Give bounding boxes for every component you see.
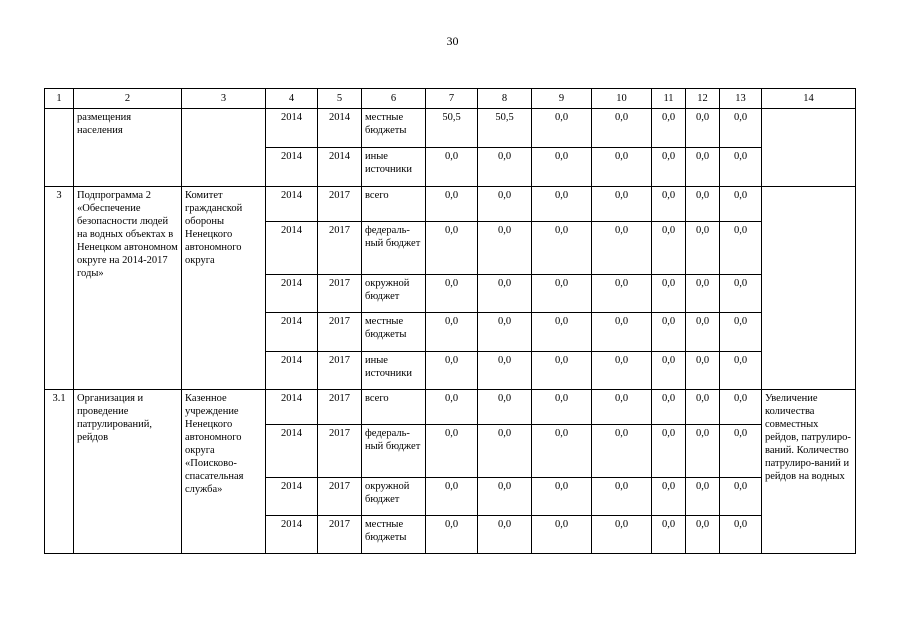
column-header: 7 xyxy=(426,89,478,109)
funding-value: 0,0 xyxy=(592,390,652,425)
funding-value: 0,0 xyxy=(720,478,762,516)
column-header: 2 xyxy=(74,89,182,109)
start-year: 2014 xyxy=(266,352,318,390)
column-header: 11 xyxy=(652,89,686,109)
funding-source: окружной бюджет xyxy=(362,478,426,516)
funding-value: 0,0 xyxy=(532,390,592,425)
funding-value: 0,0 xyxy=(686,187,720,222)
column-header: 13 xyxy=(720,89,762,109)
funding-value: 0,0 xyxy=(426,148,478,187)
funding-value: 0,0 xyxy=(426,516,478,554)
funding-value: 0,0 xyxy=(720,516,762,554)
funding-value: 0,0 xyxy=(720,275,762,313)
funding-value: 0,0 xyxy=(592,148,652,187)
funding-value: 0,0 xyxy=(652,109,686,148)
funding-value: 0,0 xyxy=(478,478,532,516)
item-executor xyxy=(182,109,266,187)
funding-value: 0,0 xyxy=(478,313,532,352)
funding-value: 0,0 xyxy=(652,275,686,313)
funding-value: 0,0 xyxy=(426,390,478,425)
item-index xyxy=(45,109,74,187)
funding-value: 0,0 xyxy=(592,187,652,222)
page-number: 30 xyxy=(446,34,459,48)
item-name: Организация и проведение патрулирований, рейдов xyxy=(74,390,182,554)
funding-value: 0,0 xyxy=(592,109,652,148)
funding-value: 0,0 xyxy=(532,275,592,313)
funding-value: 0,0 xyxy=(652,425,686,478)
column-header: 8 xyxy=(478,89,532,109)
end-year: 2017 xyxy=(318,425,362,478)
start-year: 2014 xyxy=(266,275,318,313)
funding-value: 0,0 xyxy=(652,222,686,275)
funding-value: 0,0 xyxy=(652,313,686,352)
funding-value: 0,0 xyxy=(532,425,592,478)
funding-value: 0,0 xyxy=(478,148,532,187)
funding-value: 0,0 xyxy=(720,390,762,425)
funding-source: окружной бюджет xyxy=(362,275,426,313)
funding-value: 0,0 xyxy=(720,425,762,478)
funding-value: 0,0 xyxy=(720,148,762,187)
column-header: 9 xyxy=(532,89,592,109)
funding-value: 0,0 xyxy=(478,275,532,313)
end-year: 2017 xyxy=(318,187,362,222)
funding-value: 0,0 xyxy=(592,516,652,554)
funding-source: федераль-ный бюджет xyxy=(362,222,426,275)
column-header: 6 xyxy=(362,89,426,109)
end-year: 2017 xyxy=(318,222,362,275)
funding-value: 0,0 xyxy=(426,425,478,478)
funding-value: 0,0 xyxy=(478,187,532,222)
column-header: 3 xyxy=(182,89,266,109)
funding-value: 0,0 xyxy=(686,478,720,516)
funding-value: 0,0 xyxy=(720,109,762,148)
end-year: 2017 xyxy=(318,275,362,313)
funding-source: всего xyxy=(362,187,426,222)
funding-value: 0,0 xyxy=(652,390,686,425)
end-year: 2017 xyxy=(318,352,362,390)
item-index: 3.1 xyxy=(45,390,74,554)
start-year: 2014 xyxy=(266,148,318,187)
funding-value: 0,0 xyxy=(592,352,652,390)
funding-value: 0,0 xyxy=(426,478,478,516)
column-header: 5 xyxy=(318,89,362,109)
funding-value: 0,0 xyxy=(592,425,652,478)
funding-value: 0,0 xyxy=(532,187,592,222)
funding-value: 0,0 xyxy=(478,425,532,478)
funding-value: 0,0 xyxy=(426,352,478,390)
funding-value: 0,0 xyxy=(426,275,478,313)
start-year: 2014 xyxy=(266,425,318,478)
start-year: 2014 xyxy=(266,109,318,148)
end-year: 2017 xyxy=(318,516,362,554)
column-header: 14 xyxy=(762,89,856,109)
item-executor: Казенное учреждение Ненецкого автономного округа «Поисково-спасательная служба» xyxy=(182,390,266,554)
header-row xyxy=(45,89,856,109)
funding-source: иные источники xyxy=(362,352,426,390)
funding-value: 0,0 xyxy=(686,222,720,275)
funding-value: 0,0 xyxy=(686,313,720,352)
funding-value: 0,0 xyxy=(592,275,652,313)
item-result: Увеличение количества совместных рейдов, патрулиро-ваний. Количество патрулиро-ваний и рейдов на водных xyxy=(762,390,856,554)
end-year: 2017 xyxy=(318,478,362,516)
funding-value: 50,5 xyxy=(426,109,478,148)
funding-value: 0,0 xyxy=(478,352,532,390)
column-header: 4 xyxy=(266,89,318,109)
start-year: 2014 xyxy=(266,390,318,425)
funding-value: 0,0 xyxy=(686,425,720,478)
funding-value: 0,0 xyxy=(532,222,592,275)
start-year: 2014 xyxy=(266,187,318,222)
end-year: 2017 xyxy=(318,390,362,425)
funding-value: 0,0 xyxy=(592,222,652,275)
item-name: размещения населения xyxy=(74,109,182,187)
funding-source: местные бюджеты xyxy=(362,313,426,352)
funding-value: 0,0 xyxy=(652,352,686,390)
funding-value: 0,0 xyxy=(532,352,592,390)
funding-value: 0,0 xyxy=(686,275,720,313)
item-index: 3 xyxy=(45,187,74,390)
funding-source: всего xyxy=(362,390,426,425)
item-result xyxy=(762,109,856,187)
column-header: 10 xyxy=(592,89,652,109)
funding-value: 0,0 xyxy=(652,516,686,554)
start-year: 2014 xyxy=(266,516,318,554)
item-name: Подпрограмма 2 «Обеспечение безопасности людей на водных объектах в Ненецком автономном округе на 2014-2017 годы» xyxy=(74,187,182,390)
funding-value: 0,0 xyxy=(532,148,592,187)
funding-source: местные бюджеты xyxy=(362,109,426,148)
item-result xyxy=(762,187,856,390)
column-header: 12 xyxy=(686,89,720,109)
funding-value: 0,0 xyxy=(686,352,720,390)
funding-value: 0,0 xyxy=(426,313,478,352)
funding-value: 0,0 xyxy=(478,516,532,554)
start-year: 2014 xyxy=(266,222,318,275)
funding-value: 0,0 xyxy=(592,478,652,516)
budget-table xyxy=(44,88,856,554)
funding-value: 0,0 xyxy=(686,516,720,554)
funding-value: 0,0 xyxy=(532,478,592,516)
funding-value: 0,0 xyxy=(720,313,762,352)
funding-value: 0,0 xyxy=(720,222,762,275)
funding-value: 0,0 xyxy=(720,187,762,222)
end-year: 2014 xyxy=(318,148,362,187)
funding-value: 0,0 xyxy=(478,222,532,275)
funding-value: 0,0 xyxy=(686,390,720,425)
funding-source: иные источники xyxy=(362,148,426,187)
funding-source: федераль-ный бюджет xyxy=(362,425,426,478)
end-year: 2017 xyxy=(318,313,362,352)
start-year: 2014 xyxy=(266,313,318,352)
table-row xyxy=(45,109,856,148)
funding-value: 0,0 xyxy=(478,390,532,425)
funding-value: 0,0 xyxy=(686,109,720,148)
funding-value: 0,0 xyxy=(532,313,592,352)
table-row xyxy=(45,390,856,425)
funding-source: местные бюджеты xyxy=(362,516,426,554)
funding-value: 0,0 xyxy=(426,187,478,222)
funding-value: 0,0 xyxy=(592,313,652,352)
funding-value: 0,0 xyxy=(686,148,720,187)
column-header: 1 xyxy=(45,89,74,109)
funding-value: 0,0 xyxy=(652,148,686,187)
funding-value: 0,0 xyxy=(652,478,686,516)
funding-value: 0,0 xyxy=(652,187,686,222)
funding-value: 0,0 xyxy=(426,222,478,275)
item-executor: Комитет гражданской обороны Ненецкого автономного округа xyxy=(182,187,266,390)
funding-value: 0,0 xyxy=(720,352,762,390)
funding-value: 50,5 xyxy=(478,109,532,148)
funding-value: 0,0 xyxy=(532,516,592,554)
end-year: 2014 xyxy=(318,109,362,148)
funding-value: 0,0 xyxy=(532,109,592,148)
start-year: 2014 xyxy=(266,478,318,516)
table-row xyxy=(45,187,856,222)
